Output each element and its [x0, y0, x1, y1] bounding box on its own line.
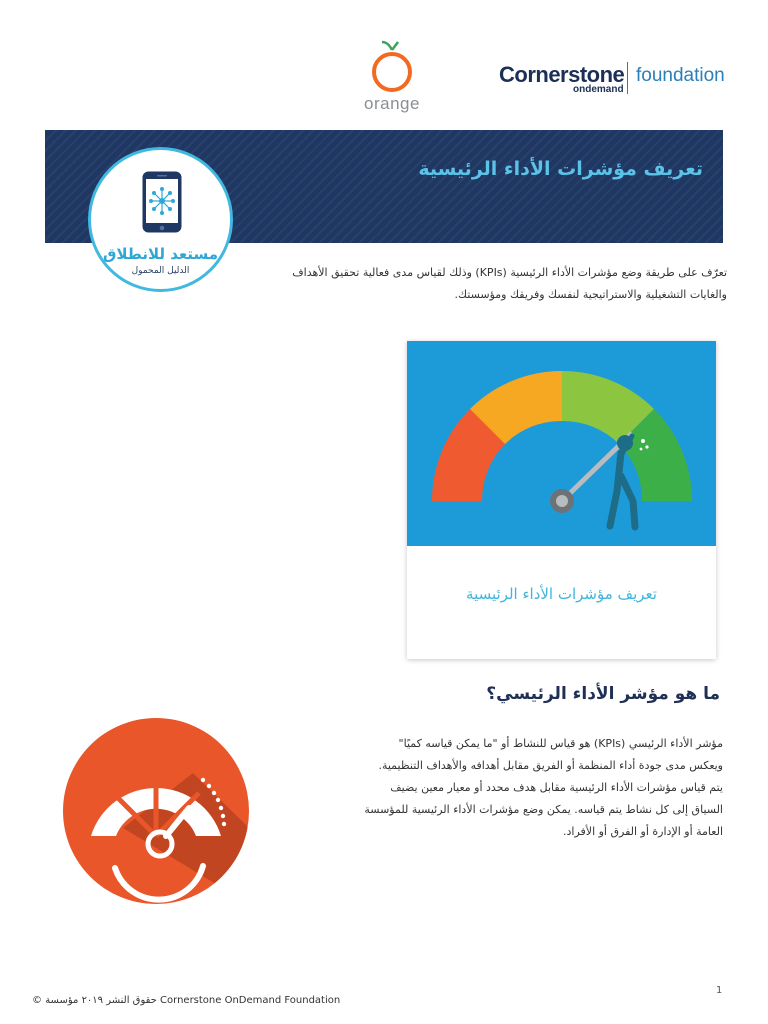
foundation-wordmark: foundation — [636, 65, 725, 86]
orange-logo — [362, 40, 422, 120]
intro-paragraph — [292, 262, 727, 306]
phone-icon — [141, 170, 183, 234]
badge-subtitle: الدليل المحمول — [131, 266, 190, 276]
badge-title: مستعد للانطلاق — [102, 245, 219, 263]
video-caption[interactable]: تعريف مؤشرات الأداء الرئيسية — [466, 585, 657, 603]
video-card[interactable] — [407, 341, 716, 659]
copyright-notice: © حقوق النشر ٢٠١٩ مؤسسة Cornerstone OnDemand Foundation — [32, 995, 341, 1006]
section-heading: ما هو مؤشر الأداء الرئيسي؟ — [486, 684, 720, 704]
page-title: تعريف مؤشرات الأداء الرئيسية — [418, 158, 703, 180]
ondemand-wordmark: ondemand — [573, 84, 624, 95]
section-line: يتم قياس مؤشرات الأداء الرئيسية مقابل هدف محدد أو معيار معين يضيف — [390, 781, 723, 794]
video-thumbnail[interactable] — [407, 341, 716, 546]
logo-divider — [627, 62, 628, 94]
cornerstone-foundation-logo — [499, 60, 729, 100]
speedometer-icon — [63, 718, 249, 904]
section-line: السياق إلى كل نشاط يتم قياسه. يمكن وضع مؤشرات الأداء الرئيسية للمؤسسة — [364, 803, 723, 816]
page-number: 1 — [716, 985, 723, 996]
intro-line: والغايات التشغيلية والاستراتيجية لنفسك وفريقك ومؤسستك. — [454, 288, 727, 301]
cornerstone-wordmark: Cornerstone — [499, 62, 625, 87]
intro-line: تعرّف على طريقة وضع مؤشرات الأداء الرئيسية (KPIs) وذلك لقياس مدى فعالية تحقيق الأهداف — [292, 266, 727, 279]
section-paragraph — [364, 733, 723, 843]
orange-logo-icon — [362, 40, 422, 96]
gauge-illustration — [407, 341, 716, 546]
section-line: ويعكس مدى جودة أداء المنظمة أو الفريق مقابل أهدافه والأهداف التنظيمية. — [378, 759, 723, 772]
orange-wordmark: orange — [364, 94, 420, 113]
ready-to-go-badge — [88, 147, 233, 292]
section-line: العامة أو الإدارة أو الفرق أو الأفراد. — [563, 825, 723, 838]
section-line: مؤشر الأداء الرئيسي (KPIs) هو قياس للنشاط أو "ما يمكن قياسه كميًا" — [398, 737, 723, 750]
